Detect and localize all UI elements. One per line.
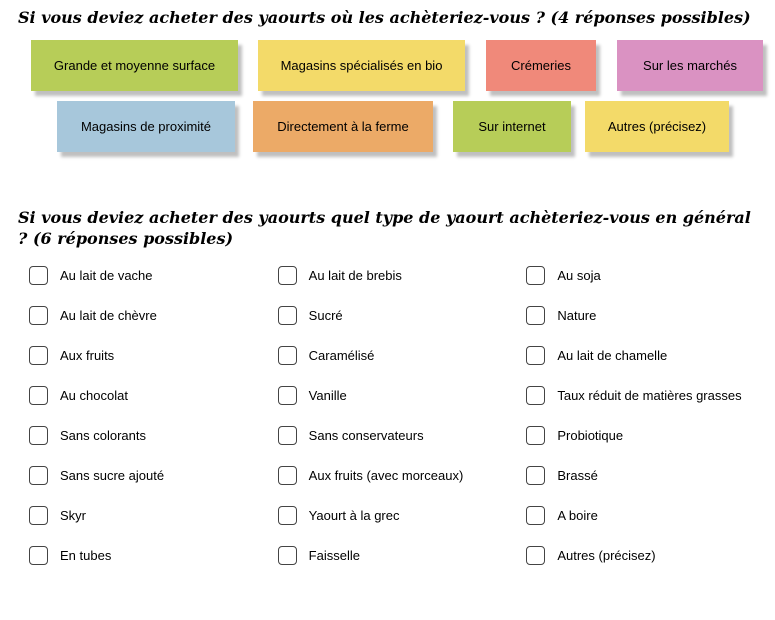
checkbox-item-au-lait-de-chamelle [526, 345, 775, 366]
checkbox-item-probiotique [526, 425, 775, 446]
answer-button-sur-les-marches[interactable]: Sur les marchés [617, 40, 763, 91]
checkbox-item-yaourt-a-la-grec [278, 505, 527, 526]
checkbox-label: Au chocolat [60, 388, 128, 403]
checkbox-label: Faisselle [308, 548, 360, 563]
checkbox-label: Brassé [557, 468, 598, 483]
question1-title: Si vous deviez acheter des yaourts où les achèteriez-vous ? (4 réponses possibles) [18, 8, 751, 27]
checkbox-au-soja[interactable] [526, 266, 545, 285]
checkbox-item-au-lait-de-vache [29, 265, 278, 286]
checkbox-label: Vanille [308, 388, 347, 403]
checkbox-label: Au lait de brebis [308, 268, 402, 283]
checkbox-item-skyr [29, 505, 278, 526]
checkbox-label: Aux fruits (avec morceaux) [308, 468, 464, 483]
checkbox-column-1 [29, 265, 278, 585]
checkbox-column-3 [526, 265, 775, 585]
answer-button-magasins-specialises-bio[interactable]: Magasins spécialisés en bio [258, 40, 465, 91]
answer-button-autres-precisez[interactable]: Autres (précisez) [585, 101, 729, 152]
checkbox-item-autres-precisez [526, 545, 775, 566]
checkbox-item-taux-reduit-matieres-grasses [526, 385, 775, 406]
checkbox-item-au-chocolat [29, 385, 278, 406]
checkbox-item-au-lait-de-chevre [29, 305, 278, 326]
checkbox-au-lait-de-vache[interactable] [29, 266, 48, 285]
checkbox-item-au-lait-de-brebis [278, 265, 527, 286]
checkbox-item-vanille [278, 385, 527, 406]
question2-title: Si vous deviez acheter des yaourts quel type de yaourt achèteriez-vous en général ? (6 réponses possibles) [18, 208, 751, 248]
checkbox-item-a-boire [526, 505, 775, 526]
checkbox-label: Caramélisé [308, 348, 375, 363]
checkbox-item-nature [526, 305, 775, 326]
checkbox-item-sans-conservateurs [278, 425, 527, 446]
checkbox-skyr[interactable] [29, 506, 48, 525]
checkbox-sucre[interactable] [278, 306, 297, 325]
checkbox-vanille[interactable] [278, 386, 297, 405]
checkbox-label: Nature [557, 308, 597, 323]
checkbox-nature[interactable] [526, 306, 545, 325]
checkbox-item-aux-fruits [29, 345, 278, 366]
checkbox-label: Skyr [60, 508, 86, 523]
checkbox-grid [29, 265, 775, 585]
checkbox-item-sans-sucre-ajoute [29, 465, 278, 486]
checkbox-taux-reduit-matieres-grasses[interactable] [526, 386, 545, 405]
checkbox-aux-fruits-avec-morceaux[interactable] [278, 466, 297, 485]
checkbox-label: Yaourt à la grec [308, 508, 400, 523]
checkbox-probiotique[interactable] [526, 426, 545, 445]
checkbox-item-sans-colorants [29, 425, 278, 446]
checkbox-faisselle[interactable] [278, 546, 297, 565]
checkbox-sans-conservateurs[interactable] [278, 426, 297, 445]
checkbox-label: Sans colorants [60, 428, 146, 443]
checkbox-label: Autres (précisez) [557, 548, 656, 563]
checkbox-autres-precisez[interactable] [526, 546, 545, 565]
checkbox-caramelise[interactable] [278, 346, 297, 365]
answer-button-cremeries[interactable]: Crémeries [486, 40, 596, 91]
checkbox-item-en-tubes [29, 545, 278, 566]
checkbox-au-lait-de-chamelle[interactable] [526, 346, 545, 365]
checkbox-label: Sucré [308, 308, 343, 323]
answer-button-directement-a-la-ferme[interactable]: Directement à la ferme [253, 101, 433, 152]
checkbox-item-au-soja [526, 265, 775, 286]
checkbox-au-lait-de-brebis[interactable] [278, 266, 297, 285]
checkbox-column-2 [278, 265, 527, 585]
checkbox-item-aux-fruits-avec-morceaux [278, 465, 527, 486]
checkbox-label: Taux réduit de matières grasses [557, 388, 742, 403]
answer-button-grande-et-moyenne-surface[interactable]: Grande et moyenne surface [31, 40, 238, 91]
checkbox-label: Au lait de chamelle [557, 348, 668, 363]
checkbox-label: Aux fruits [60, 348, 115, 363]
checkbox-label: Sans conservateurs [308, 428, 424, 443]
checkbox-a-boire[interactable] [526, 506, 545, 525]
checkbox-item-brasse [526, 465, 775, 486]
checkbox-au-chocolat[interactable] [29, 386, 48, 405]
checkbox-label: Sans sucre ajouté [60, 468, 165, 483]
checkbox-yaourt-a-la-grec[interactable] [278, 506, 297, 525]
checkbox-label: Au soja [557, 268, 601, 283]
checkbox-brasse[interactable] [526, 466, 545, 485]
checkbox-item-faisselle [278, 545, 527, 566]
checkbox-label: Au lait de vache [60, 268, 153, 283]
checkbox-item-caramelise [278, 345, 527, 366]
checkbox-en-tubes[interactable] [29, 546, 48, 565]
answer-button-magasins-de-proximite[interactable]: Magasins de proximité [57, 101, 235, 152]
checkbox-au-lait-de-chevre[interactable] [29, 306, 48, 325]
checkbox-label: A boire [557, 508, 598, 523]
checkbox-label: En tubes [60, 548, 112, 563]
checkbox-label: Au lait de chèvre [60, 308, 157, 323]
checkbox-sans-sucre-ajoute[interactable] [29, 466, 48, 485]
checkbox-sans-colorants[interactable] [29, 426, 48, 445]
checkbox-label: Probiotique [557, 428, 624, 443]
checkbox-item-sucre [278, 305, 527, 326]
checkbox-aux-fruits[interactable] [29, 346, 48, 365]
answer-button-sur-internet[interactable]: Sur internet [453, 101, 571, 152]
